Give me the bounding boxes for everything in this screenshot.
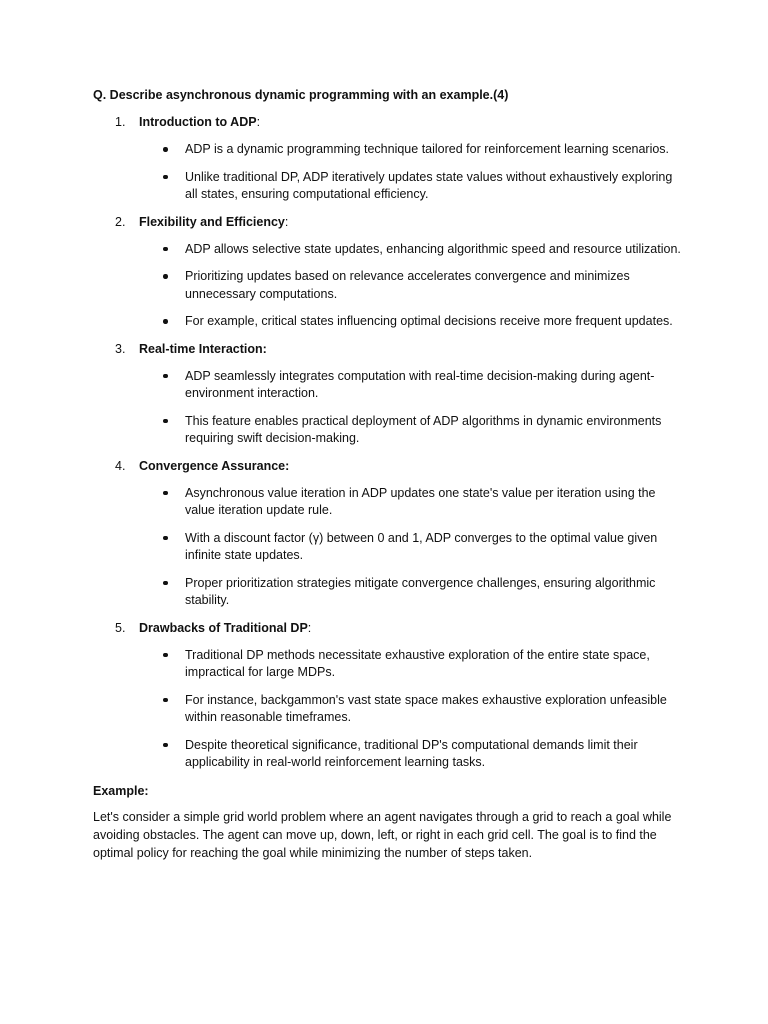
section-suffix: :: [307, 620, 312, 635]
sections-list: [93, 114, 683, 772]
section-suffix: :: [256, 115, 261, 129]
bullet-icon: [163, 536, 168, 541]
list-item: [93, 530, 683, 565]
bullet-text: With a discount factor (γ) between 0 and 1, ADP converges to the optimal value given infinite state updates.: [185, 530, 658, 562]
bullet-list: [93, 485, 683, 610]
bullet-icon: [163, 175, 168, 180]
section-flexibility: [93, 214, 683, 331]
bullet-icon: [163, 247, 168, 252]
section-title: Drawbacks of Traditional DP: [139, 620, 308, 635]
section-heading: [93, 114, 683, 131]
bullet-list: [93, 368, 683, 448]
bullet-icon: [163, 419, 168, 424]
bullet-list: [93, 241, 683, 331]
section-title: Introduction to ADP: [139, 115, 257, 129]
section-heading: [93, 620, 683, 637]
list-item: [93, 485, 683, 520]
bullet-icon: [163, 147, 168, 152]
bullet-icon: [163, 743, 168, 748]
bullet-text: ADP is a dynamic programming technique tailored for reinforcement learning scenarios.: [185, 142, 670, 156]
section-number: 2.: [115, 214, 126, 229]
example-heading: Example:: [93, 783, 149, 798]
section-realtime: [93, 341, 683, 448]
bullet-text: Despite theoretical significance, traditional DP's computational demands limit their applicability in real-world reinforcement learning tasks.: [185, 737, 638, 769]
list-item: [93, 413, 683, 448]
bullet-text: For example, critical states influencing optimal decisions receive more frequent updates.: [185, 314, 673, 328]
list-item: [93, 141, 683, 159]
section-suffix: :: [284, 214, 289, 229]
section-number: 4.: [115, 458, 126, 473]
section-heading: [93, 341, 683, 358]
document-page: [93, 86, 683, 862]
bullet-text: For instance, backgammon's vast state space makes exhaustive exploration unfeasible within reasonable timeframes.: [185, 692, 667, 724]
list-item: [93, 647, 683, 682]
list-item: [93, 268, 683, 303]
bullet-icon: [163, 491, 168, 496]
example-paragraph: Let's consider a simple grid world problem where an agent navigates through a grid to reach a goal while avoiding obstacles. The agent can move up, down, left, or right in each grid cell. The goal is to find the optimal policy for reaching the goal while minimizing the number of steps taken.: [93, 809, 672, 860]
bullet-icon: [163, 698, 168, 703]
bullet-text: Proper prioritization strategies mitigate convergence challenges, ensuring algorithmic stability.: [185, 575, 656, 607]
list-item: [93, 737, 683, 772]
list-item: [93, 575, 683, 610]
bullet-icon: [163, 319, 168, 324]
section-heading: [93, 458, 683, 475]
list-item: [93, 368, 683, 403]
section-title: Real-time Interaction:: [139, 341, 267, 356]
bullet-text: This feature enables practical deployment of ADP algorithms in dynamic environments requiring swift decision-making.: [185, 413, 662, 445]
bullet-text: Traditional DP methods necessitate exhaustive exploration of the entire state space, impractical for large MDPs.: [185, 647, 650, 679]
bullet-icon: [163, 653, 168, 658]
bullet-text: Prioritizing updates based on relevance accelerates convergence and minimizes unnecessary computations.: [185, 269, 630, 301]
bullet-text: Unlike traditional DP, ADP iteratively updates state values without exhaustively exploring all states, ensuring computational efficiency.: [185, 169, 673, 201]
bullet-icon: [163, 374, 168, 379]
section-convergence: [93, 458, 683, 610]
bullet-text: Asynchronous value iteration in ADP updates one state's value per iteration using the value iteration update rule.: [185, 485, 656, 517]
list-item: [93, 241, 683, 259]
list-item: [93, 313, 683, 331]
bullet-list: [93, 141, 683, 204]
bullet-text: ADP seamlessly integrates computation with real-time decision-making during agent-environment interaction.: [185, 368, 655, 400]
list-item: [93, 169, 683, 204]
section-number: 1.: [115, 115, 126, 129]
section-drawbacks: [93, 620, 683, 772]
bullet-icon: [163, 581, 168, 586]
section-number: 3.: [115, 341, 126, 356]
section-title: Flexibility and Efficiency: [139, 214, 285, 229]
bullet-text: ADP allows selective state updates, enhancing algorithmic speed and resource utilization.: [185, 241, 681, 256]
section-introduction: [93, 114, 683, 204]
list-item: [93, 692, 683, 727]
bullet-icon: [163, 274, 168, 279]
section-title: Convergence Assurance:: [139, 458, 290, 473]
section-heading: [93, 214, 683, 231]
section-number: 5.: [115, 620, 126, 635]
question-heading: Q. Describe asynchronous dynamic programming with an example.(4): [93, 88, 509, 102]
bullet-list: [93, 647, 683, 772]
